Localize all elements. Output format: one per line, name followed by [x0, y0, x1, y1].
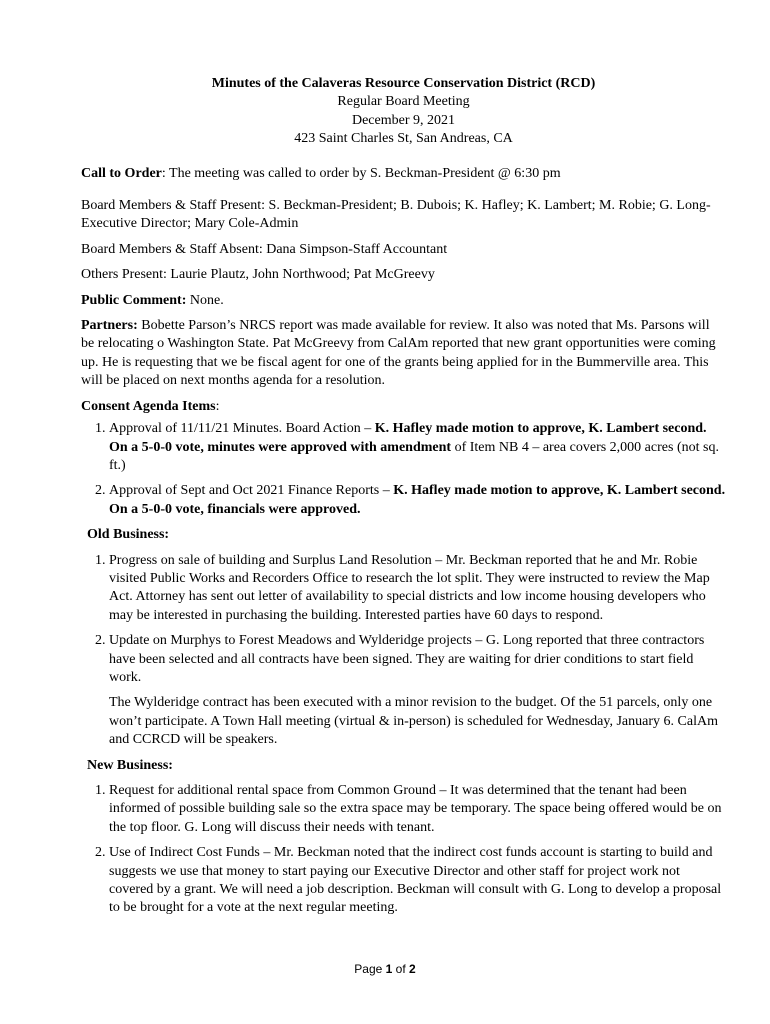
- page-word: Page: [354, 962, 386, 976]
- consent-item-motion: K. Hafley made motion to approve, K. Lambert second. On a 5-0-0 vote, minutes were approved with amendment: [109, 421, 707, 455]
- list-item: [109, 420, 726, 475]
- public-comment: [81, 292, 726, 310]
- partners-text: Bobette Parson’s NRCS report was made available for review. It also was noted that Ms. Parsons will be relocating o Washington State. Pat McGreevy from CalAm reported that new grant opportunities were coming up. He is requesting that we be fiscal agent for one of the grants being applied for in the Bummerville area. This will be placed on next months agenda for a resolution.: [81, 318, 716, 389]
- members-absent: Board Members & Staff Absent: Dana Simpson-Staff Accountant: [81, 241, 448, 257]
- others-present: Others Present: Laurie Plautz, John Northwood; Pat McGreevy: [81, 267, 435, 283]
- consent-label: Consent Agenda Items: [81, 398, 216, 414]
- old-business-item-extra: The Wylderidge contract has been executed with a minor revision to the budget. Of the 51 parcels, only one won’t participate. A Town Hall meeting (virtual & in-person) is scheduled for Wednesday, January 6. CalAm and CCRCD will be speakers.: [109, 695, 718, 748]
- new-business-heading: New Business:: [87, 757, 173, 773]
- list-item: 1. Progress on sale of building and Surplus Land Resolution – Mr. Beckman reported that he and Mr. Robie visited Public Works and Recorders Office to research the lot split. They were instructed to review the Map Act. Attorney has sent out letter of availability to special districts and low income housing developers who may be interested in purchasing the building. Interested parties have 60 days to respond.: [109, 552, 726, 626]
- partners-label: Partners:: [81, 318, 138, 334]
- consent-item-motion: K. Hafley made motion to approve, K. Lambert second. On a 5-0-0 vote, financials were approved.: [109, 483, 726, 517]
- meeting-type: Regular Board Meeting: [337, 94, 470, 110]
- minutes-body: [81, 75, 726, 925]
- public-comment-label: Public Comment:: [81, 292, 187, 308]
- old-business-heading: Old Business:: [87, 527, 170, 543]
- list-item: 1. Request for additional rental space from Common Ground – It was determined that the tenant had been informed of possible building sale so the extra space may be temporary. The space being offered would be on the top floor. G. Long will discuss their needs with tenant.: [109, 782, 726, 837]
- list-item: [109, 632, 726, 749]
- meeting-date: December 9, 2021: [351, 112, 456, 128]
- old-business-item-text: 2. Update on Murphys to Forest Meadows and Wylderidge projects – G. Long reported that three contractors have been selected and all contracts have been signed. They are waiting for drier conditions to start field work.: [109, 633, 705, 685]
- consent-colon: :: [215, 398, 220, 414]
- document-header: [81, 75, 726, 149]
- document-title: Minutes of the Calaveras Resource Conservation District (RCD): [211, 76, 596, 91]
- of-word: of: [392, 962, 410, 976]
- consent-item-note: of Item NB 4 – area covers 2,000 acres (not sq. ft.): [109, 439, 719, 473]
- page-total: 2: [409, 962, 416, 976]
- consent-heading: [81, 398, 726, 416]
- members-present: Board Members & Staff Present: S. Beckman-President; B. Dubois; K. Hafley; K. Lambert; M. Robie; G. Long-Executive Director; Mary Cole-Admin: [81, 198, 711, 232]
- list-item: [109, 482, 726, 519]
- page-number: 1: [385, 962, 393, 976]
- consent-list: [81, 420, 726, 519]
- call-to-order-text: : The meeting was called to order by S. Beckman-President @ 6:30 pm: [161, 165, 561, 181]
- page-footer: [0, 962, 770, 976]
- call-to-order: [81, 165, 726, 183]
- consent-item-text: Approval of 11/11/21 Minutes. Board Action –: [109, 421, 375, 437]
- new-business-list: [81, 782, 726, 918]
- old-business-list: [81, 552, 726, 750]
- list-item: 2. Use of Indirect Cost Funds – Mr. Beckman noted that the indirect cost funds account is starting to build and suggests we use that money to start paying our Executive Director and other staff for project work not covered by a grant. We will need a job description. Beckman will consult with G. Long to develop a proposal to be brought for a vote at the next regular meeting.: [109, 844, 726, 918]
- partners: [81, 317, 726, 391]
- public-comment-text: None.: [186, 292, 224, 308]
- meeting-address: 423 Saint Charles St, San Andreas, CA: [294, 131, 513, 147]
- consent-item-text: Approval of Sept and Oct 2021 Finance Reports –: [109, 483, 394, 499]
- call-to-order-label: Call to Order: [81, 165, 162, 181]
